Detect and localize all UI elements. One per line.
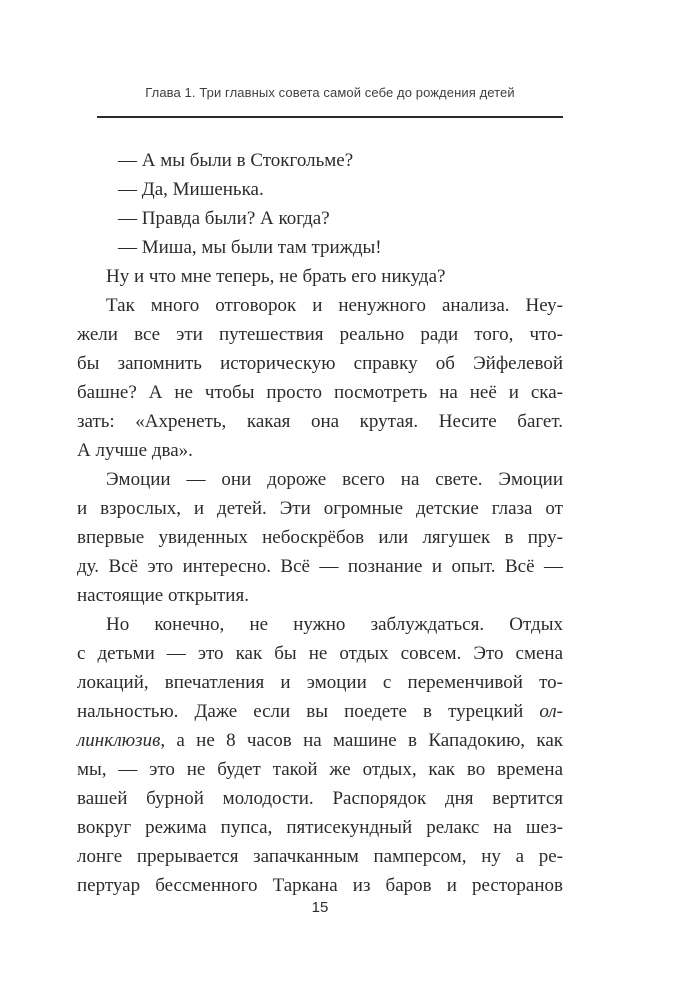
text-line: А лучше два».: [77, 440, 193, 461]
text-line: Эмоции — они дороже всего на свете. Эмоции: [106, 469, 563, 490]
text-line: и взрослых, и детей. Эти огромные детские глаза от: [77, 498, 563, 519]
text-line: зать: «Ахренеть, какая она крутая. Несите багет.: [77, 411, 563, 432]
text-line: нальностью. Даже если вы поедете в турецкий ол-: [77, 701, 563, 722]
paragraph: [77, 291, 563, 465]
text-line: линклюзив, а не 8 часов на машине в Кападокию, как: [77, 730, 563, 751]
text-line: бы запомнить историческую справку об Эйфелевой: [77, 353, 563, 374]
dialogue-paragraph: [77, 233, 563, 262]
text-line: пертуар бессменного Таркана из баров и ресторанов: [77, 875, 563, 896]
text-line: вашей бурной молодости. Распорядок дня вертится: [77, 788, 563, 809]
text-line: лонге прерывается запачканным памперсом, ну а ре-: [77, 846, 563, 867]
text-line: Но конечно, не нужно заблуждаться. Отдых: [106, 614, 563, 635]
body-text: [77, 146, 563, 900]
header-rule: [97, 116, 563, 118]
text-line: мы, — это не будет такой же отдых, как во времена: [77, 759, 563, 780]
text-line: с детьми — это как бы не отдых совсем. Это смена: [77, 643, 563, 664]
chapter-title: Глава 1. Три главных совета самой себе до рождения детей: [145, 85, 515, 100]
running-head: [97, 84, 563, 101]
text-line: — Миша, мы были там трижды!: [118, 237, 382, 258]
text-line: впервые увиденных небоскрёбов или лягушек в пру-: [77, 527, 563, 548]
paragraph: [77, 262, 563, 291]
text-line: ду. Всё это интересно. Всё — познание и опыт. Всё —: [77, 556, 563, 577]
dialogue-paragraph: [77, 204, 563, 233]
text-line: настоящие открытия.: [77, 585, 249, 606]
text-line: локаций, впечатления и эмоции с переменчивой то-: [77, 672, 563, 693]
text-line: башне? А не чтобы просто посмотреть на неё и ска-: [77, 382, 563, 403]
dialogue-paragraph: [77, 175, 563, 204]
text-line: — Правда были? А когда?: [118, 208, 330, 229]
text-line: — Да, Мишенька.: [118, 179, 264, 200]
paragraph: [77, 465, 563, 610]
text-line: Ну и что мне теперь, не брать его никуда?: [106, 266, 446, 287]
text-line: Так много отговорок и ненужного анализа. Неу-: [106, 295, 563, 316]
text-line: жели все эти путешествия реально ради того, что-: [77, 324, 563, 345]
dialogue-paragraph: [77, 146, 563, 175]
text-line: — А мы были в Стокгольме?: [118, 150, 354, 171]
page-number: 15: [311, 899, 329, 916]
text-line: вокруг режима пупса, пятисекундный релакс на шез-: [77, 817, 563, 838]
paragraph: [77, 610, 563, 900]
